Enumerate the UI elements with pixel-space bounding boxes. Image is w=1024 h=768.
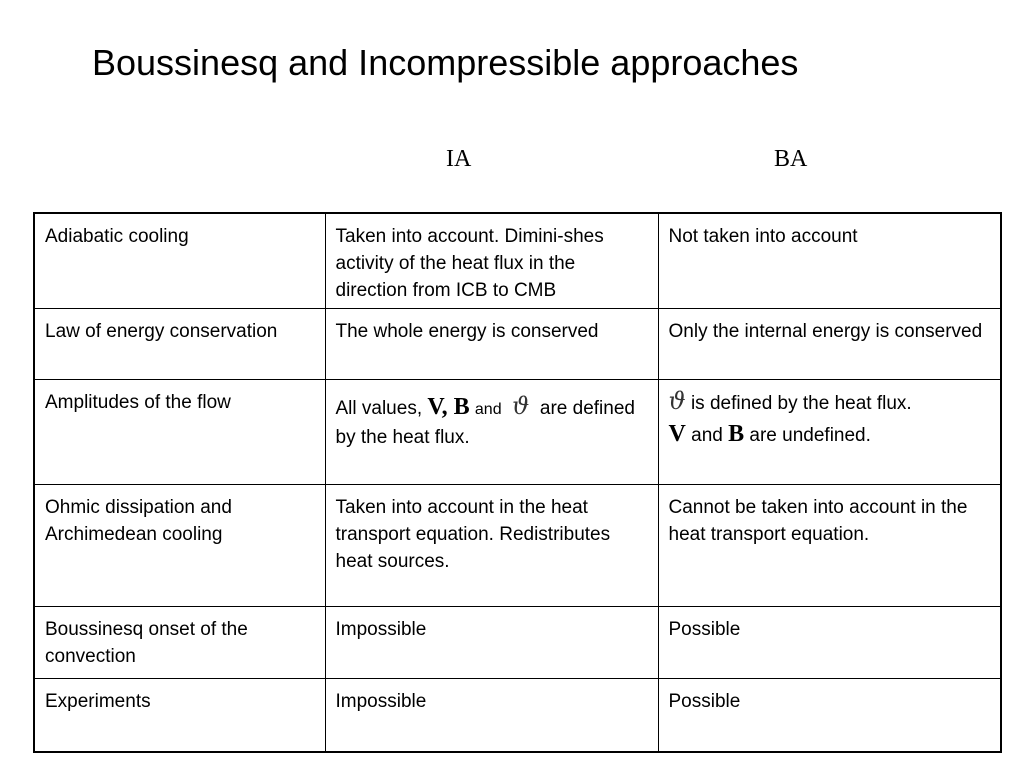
row-label: Experiments bbox=[34, 679, 325, 752]
ba-cell: Only the internal energy is conserved bbox=[658, 309, 1001, 380]
ia-cell: Impossible bbox=[325, 679, 658, 752]
table-row bbox=[34, 607, 1001, 679]
table-row bbox=[34, 309, 1001, 380]
v-symbol: V bbox=[668, 421, 686, 447]
row-label: Amplitudes of the flow bbox=[34, 380, 325, 485]
ia-cell: Taken into account in the heat transport equation. Redistributes heat sources. bbox=[325, 485, 658, 607]
ia-cell: Taken into account. Dimini-shes activity of the heat flux in the direction from ICB to CMB bbox=[325, 213, 658, 309]
theta-symbol: ϑ bbox=[512, 392, 530, 420]
ba-cell bbox=[658, 380, 1001, 485]
ia-cell bbox=[325, 380, 658, 485]
ia-text-prefix: All values, bbox=[335, 398, 428, 419]
table-row bbox=[34, 679, 1001, 752]
ba-cell: Cannot be taken into account in the heat transport equation. bbox=[658, 485, 1001, 607]
vb-symbol: V, B bbox=[427, 394, 470, 420]
row-label: Adiabatic cooling bbox=[34, 213, 325, 309]
ba-cell: Possible bbox=[658, 607, 1001, 679]
ia-text-suffix: are defined by the heat flux. bbox=[335, 398, 635, 448]
column-header-ia: IA bbox=[446, 146, 472, 172]
table-row bbox=[34, 485, 1001, 607]
theta-symbol: ϑ bbox=[668, 387, 686, 415]
ba-cell: Possible bbox=[658, 679, 1001, 752]
column-header-ba: BA bbox=[774, 146, 808, 172]
ia-cell: The whole energy is conserved bbox=[325, 309, 658, 380]
b-symbol: B bbox=[728, 421, 745, 447]
ba-text-1: is defined by the heat flux. bbox=[690, 393, 912, 414]
ba-cell: Not taken into account bbox=[658, 213, 1001, 309]
ba-text-2: are undefined. bbox=[749, 425, 871, 446]
row-label: Law of energy conservation bbox=[34, 309, 325, 380]
and-word: and bbox=[474, 401, 502, 418]
row-label: Boussinesq onset of the convection bbox=[34, 607, 325, 679]
ia-cell: Impossible bbox=[325, 607, 658, 679]
table-row bbox=[34, 380, 1001, 485]
comparison-table bbox=[33, 212, 1002, 753]
row-label: Ohmic dissipation and Archimedean cooling bbox=[34, 485, 325, 607]
and-word: and bbox=[691, 425, 723, 446]
page-title: Boussinesq and Incompressible approaches bbox=[92, 42, 799, 83]
table-row bbox=[34, 213, 1001, 309]
